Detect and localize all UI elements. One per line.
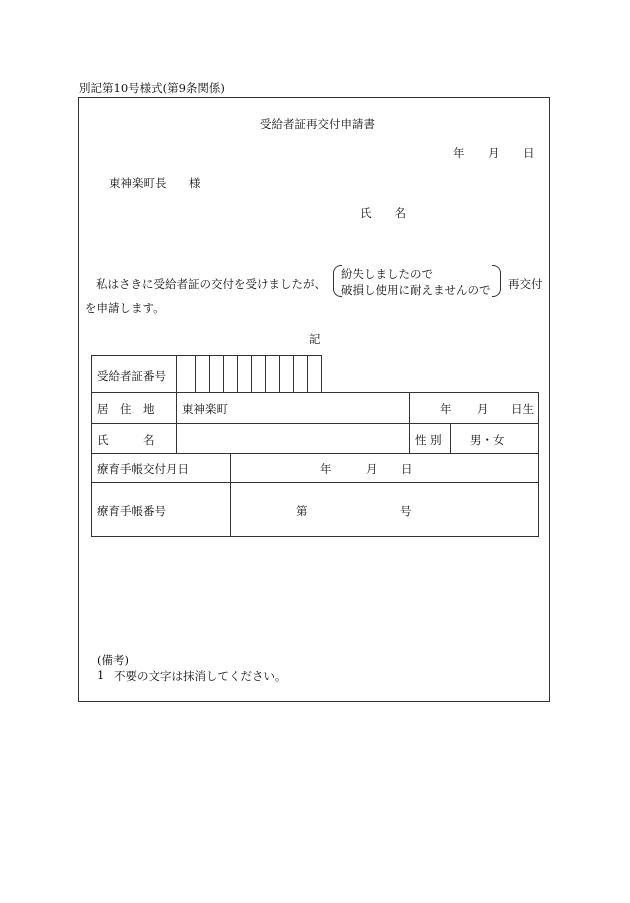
address-value: 東神楽町	[182, 402, 228, 416]
gender-label: 性 別	[415, 433, 442, 447]
digit-box-divider	[265, 355, 266, 393]
reason-option-lost: 紛失しましたので	[341, 267, 433, 281]
birth-day: 日生	[511, 402, 534, 416]
digit-box-divider	[279, 355, 280, 393]
ki-mark: 記	[309, 332, 321, 346]
date-month: 月	[488, 146, 500, 160]
date-day: 日	[523, 146, 535, 160]
notes-item-text: 不要の文字は抹消してください。	[114, 669, 287, 683]
handbook-date-year: 年	[320, 462, 332, 476]
applicant-name-label: 氏 名	[360, 206, 406, 220]
handbook-date-label: 療育手帳交付月日	[97, 462, 189, 476]
handbook-column-divider	[230, 453, 231, 537]
cert-number-label: 受給者証番号	[97, 369, 166, 383]
handbook-number-label: 療育手帳番号	[97, 504, 166, 518]
handbook-date-day: 日	[401, 462, 413, 476]
handbook-number-go: 号	[400, 504, 412, 518]
cert-divider	[176, 355, 177, 393]
reason-option-damaged: 破損し使用に耐えませんので	[341, 283, 491, 297]
form-designation: 別記第10号様式(第9条関係)	[79, 81, 225, 95]
notes-item-number: 1	[97, 668, 105, 682]
notes-heading: (備考)	[97, 653, 129, 667]
digit-box-divider	[209, 355, 210, 393]
table-row-divider	[91, 423, 539, 424]
right-brace	[492, 265, 501, 297]
form-title: 受給者証再交付申請書	[260, 117, 375, 131]
body-text-3: を申請します。	[85, 301, 165, 315]
digit-box-divider	[195, 355, 196, 393]
digit-box-divider	[237, 355, 238, 393]
birth-year: 年	[440, 402, 452, 416]
digit-box-divider	[251, 355, 252, 393]
body-text-1: 私はさきに受給者証の交付を受けましたが、	[96, 277, 326, 291]
digit-box-divider	[293, 355, 294, 393]
addressee-honorific: 様	[189, 176, 201, 190]
digit-box-divider	[307, 355, 308, 393]
handbook-number-dai: 第	[296, 504, 308, 518]
label-column-divider	[176, 392, 177, 453]
body-text-2: 再交付	[508, 277, 543, 291]
date-year: 年	[453, 146, 465, 160]
right-column-divider	[409, 392, 410, 453]
gender-value: 男・女	[470, 433, 505, 447]
birth-month: 月	[477, 402, 489, 416]
address-label: 居 住 地	[97, 402, 155, 416]
table-row-divider	[91, 453, 539, 454]
digit-box-divider	[223, 355, 224, 393]
gender-divider	[450, 423, 451, 453]
handbook-date-month: 月	[366, 462, 378, 476]
name-label: 氏 名	[97, 433, 155, 447]
table-row-divider	[91, 482, 539, 483]
addressee: 東神楽町長	[109, 176, 167, 190]
